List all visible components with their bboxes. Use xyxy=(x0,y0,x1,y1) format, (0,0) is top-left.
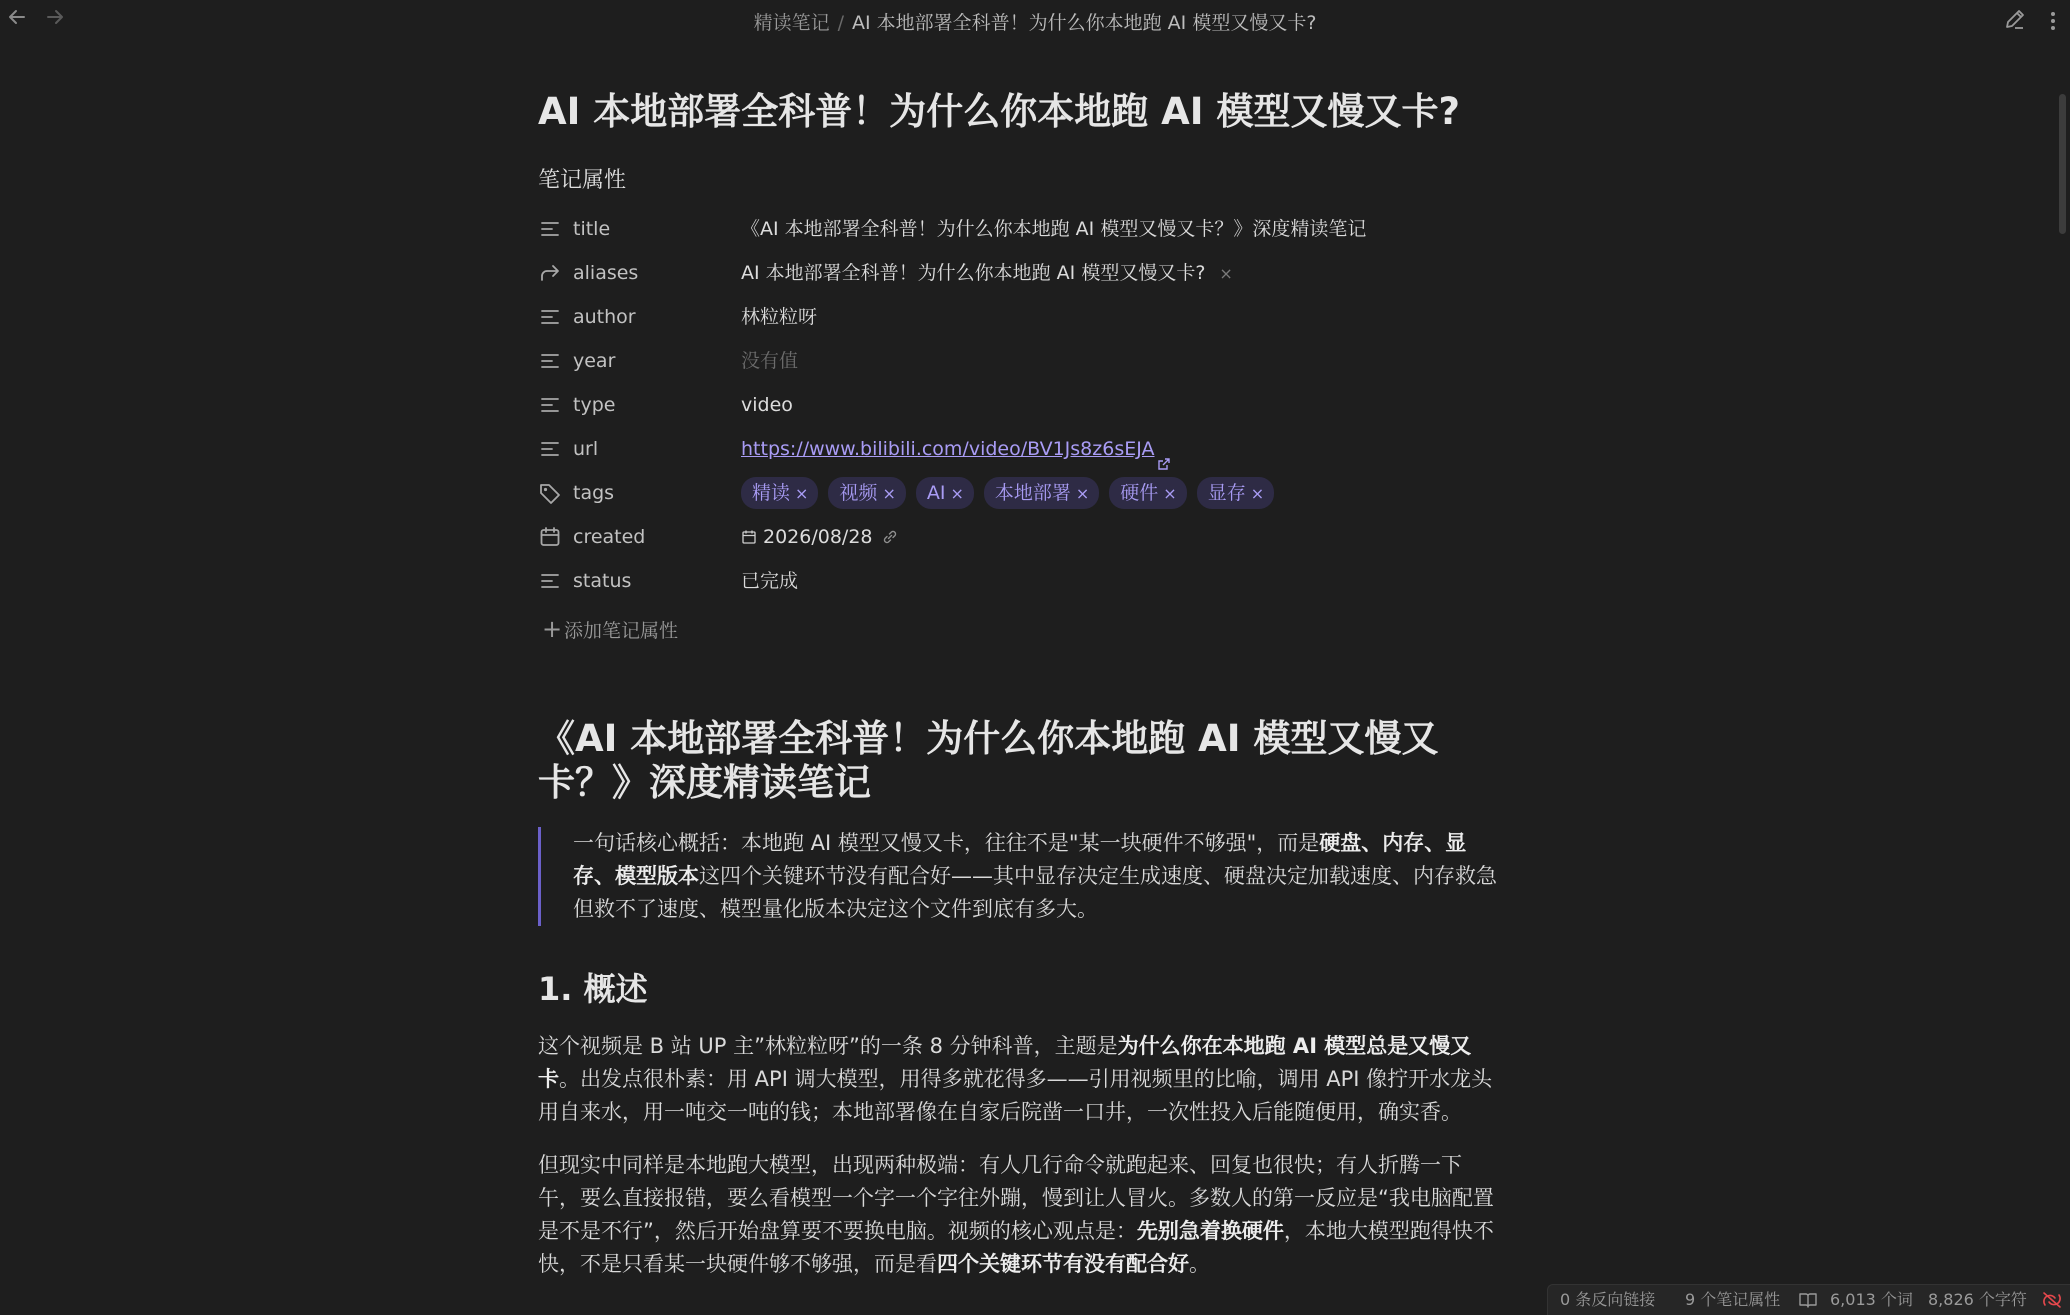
property-value[interactable]: 林粒粒呀 xyxy=(741,306,818,328)
sync-error-icon[interactable] xyxy=(2042,1291,2062,1313)
property-key[interactable]: url xyxy=(573,438,599,460)
property-status xyxy=(538,559,1498,603)
add-property-label: 添加笔记属性 xyxy=(564,620,679,642)
text-run: ，本地大模型跑得快不快，不是只看某一块硬件够不够强，而是看 xyxy=(538,1219,1494,1276)
property-key[interactable]: title xyxy=(573,218,611,240)
property-aliases xyxy=(538,251,1498,295)
remove-tag-icon[interactable]: × xyxy=(1163,484,1177,503)
breadcrumb-separator: / xyxy=(837,12,844,34)
date-field[interactable] xyxy=(741,515,899,559)
properties-heading[interactable]: 笔记属性 xyxy=(538,168,627,193)
property-value xyxy=(741,427,1171,471)
property-key[interactable]: created xyxy=(573,526,646,548)
property-tags xyxy=(538,471,1498,515)
text-lines-icon[interactable] xyxy=(538,349,562,373)
text-lines-icon[interactable] xyxy=(538,569,562,593)
property-key[interactable]: year xyxy=(573,350,616,372)
property-key[interactable]: tags xyxy=(573,482,615,504)
property-value[interactable]: 《AI 本地部署全科普！为什么你本地跑 AI 模型又慢又卡？》深度精读笔记 xyxy=(741,218,1367,240)
text-run: 。出发点很朴素：用 API 调大模型，用得多就花得多——引用视频里的比喻，调用 API 像拧开水龙头用自来水，用一吨交一吨的钱；本地部署像在自家后院凿一口井，一次性投入后能随便用，确实香。 xyxy=(538,1067,1493,1124)
paragraph[interactable] xyxy=(538,1030,1498,1129)
note-content xyxy=(538,84,1498,1281)
bold-run: 为什么你在本地跑 AI 模型总是又慢又卡 xyxy=(538,1034,1472,1091)
top-bar xyxy=(0,0,2070,42)
summary-blockquote[interactable] xyxy=(538,827,1498,926)
property-value[interactable]: video xyxy=(741,394,793,416)
text-lines-icon[interactable] xyxy=(538,217,562,241)
tag-label: 精读 xyxy=(752,482,791,504)
remove-tag-icon[interactable]: × xyxy=(1075,484,1090,503)
forward-arrow-icon[interactable] xyxy=(538,261,562,285)
add-property-button[interactable] xyxy=(538,609,1498,649)
text-lines-icon[interactable] xyxy=(538,393,562,417)
scrollbar[interactable] xyxy=(2056,42,2070,1282)
property-author xyxy=(538,295,1498,339)
remove-tag-icon[interactable]: × xyxy=(950,484,964,503)
paragraph[interactable] xyxy=(538,1149,1498,1281)
property-type xyxy=(538,383,1498,427)
bold-run: 硬盘、内存、显存、模型版本 xyxy=(573,831,1467,888)
document-heading-1[interactable]: 《AI 本地部署全科普！为什么你本地跑 AI 模型又慢又卡？》深度精读笔记 xyxy=(538,717,1439,804)
properties-count[interactable]: 9 个笔记属性 xyxy=(1685,1290,1781,1309)
tag-pill[interactable] xyxy=(1197,477,1274,509)
property-key[interactable]: status xyxy=(573,570,632,592)
tag-pill[interactable] xyxy=(828,477,905,509)
property-value[interactable]: 已完成 xyxy=(741,570,799,592)
reading-mode-icon[interactable] xyxy=(1798,1291,1818,1313)
text-run: 这四个关键环节没有配合好——其中显存决定生成速度、硬盘决定加载速度、内存救急但救不了速度、模型量化版本决定这个文件到底有多大。 xyxy=(573,864,1497,921)
remove-tag-icon[interactable]: × xyxy=(795,484,809,503)
url-link[interactable]: https://www.bilibili.com/video/BV1Js8z6sEJA xyxy=(741,438,1155,460)
backlinks-count[interactable]: 0 条反向链接 xyxy=(1560,1290,1656,1309)
tag-label: 硬件 xyxy=(1120,482,1159,504)
alias-value[interactable]: AI 本地部署全科普！为什么你本地跑 AI 模型又慢又卡? xyxy=(741,262,1206,284)
property-key[interactable]: aliases xyxy=(573,262,639,284)
property-key[interactable]: type xyxy=(573,394,616,416)
note-title[interactable]: AI 本地部署全科普！为什么你本地跑 AI 模型又慢又卡? xyxy=(538,90,1460,133)
tag-icon[interactable] xyxy=(538,481,562,505)
remove-tag-icon[interactable]: × xyxy=(882,484,896,503)
property-key[interactable]: author xyxy=(573,306,636,328)
property-created xyxy=(538,515,1498,559)
bold-run: 先别急着换硬件 xyxy=(1136,1219,1284,1243)
tag-label: 视频 xyxy=(839,482,878,504)
property-year xyxy=(538,339,1498,383)
tag-pill[interactable] xyxy=(741,477,818,509)
text-run: 。 xyxy=(1189,1252,1210,1276)
breadcrumb-current[interactable]: AI 本地部署全科普！为什么你本地跑 AI 模型又慢又卡? xyxy=(852,12,1317,34)
document-heading-2[interactable]: 1. 概述 xyxy=(538,970,648,1008)
property-url xyxy=(538,427,1498,471)
text-lines-icon[interactable] xyxy=(538,437,562,461)
word-count[interactable]: 6,013 个词 xyxy=(1830,1290,1913,1309)
tag-pill[interactable] xyxy=(1109,477,1186,509)
properties-list xyxy=(538,207,1498,603)
calendar-icon[interactable] xyxy=(538,525,562,549)
text-run: 一句话核心概括：本地跑 AI 模型又慢又卡，往往不是"某一块硬件不够强"，而是 xyxy=(573,831,1320,855)
calendar-small-icon xyxy=(741,529,757,545)
plus-icon: + xyxy=(542,615,563,643)
remove-alias-icon[interactable]: × xyxy=(1219,264,1233,283)
more-options-icon[interactable] xyxy=(2038,6,2068,36)
bold-run: 四个关键环节有没有配合好 xyxy=(937,1252,1189,1276)
external-link-icon[interactable] xyxy=(1157,443,1171,457)
tag-label: AI xyxy=(926,482,946,504)
tag-label: 显存 xyxy=(1207,482,1246,504)
text-lines-icon[interactable] xyxy=(538,305,562,329)
remove-tag-icon[interactable]: × xyxy=(1250,484,1265,503)
text-run: 但现实中同样是本地跑大模型，出现两种极端：有人几行命令就跑起来、回复也很快；有人折腾一下午，要么直接报错，要么看模型一个字一个字往外蹦，慢到让人冒火。多数人的第一反应是“我电脑配置是不是不行”，然后开始盘算要不要换电脑。视频的核心观点是： xyxy=(538,1153,1494,1243)
scrollbar-thumb[interactable] xyxy=(2059,94,2066,234)
link-icon[interactable] xyxy=(881,528,899,546)
char-count[interactable]: 8,826 个字符 xyxy=(1928,1290,2027,1309)
tag-label: 本地部署 xyxy=(994,482,1071,504)
property-title xyxy=(538,207,1498,251)
status-bar xyxy=(1547,1284,2070,1315)
property-value-empty[interactable]: 没有值 xyxy=(741,350,799,372)
text-run: 这个视频是 B 站 UP 主”林粒粒呀”的一条 8 分钟科普，主题是 xyxy=(538,1034,1118,1058)
breadcrumb xyxy=(0,8,2070,35)
breadcrumb-parent[interactable]: 精读笔记 xyxy=(753,12,830,34)
created-date[interactable]: 2026/08/28 xyxy=(763,526,873,548)
property-value xyxy=(741,251,1233,296)
edit-pencil-icon[interactable] xyxy=(2002,6,2032,36)
tags-list xyxy=(741,477,1274,509)
tag-pill[interactable] xyxy=(984,477,1099,509)
tag-pill[interactable] xyxy=(916,477,974,509)
